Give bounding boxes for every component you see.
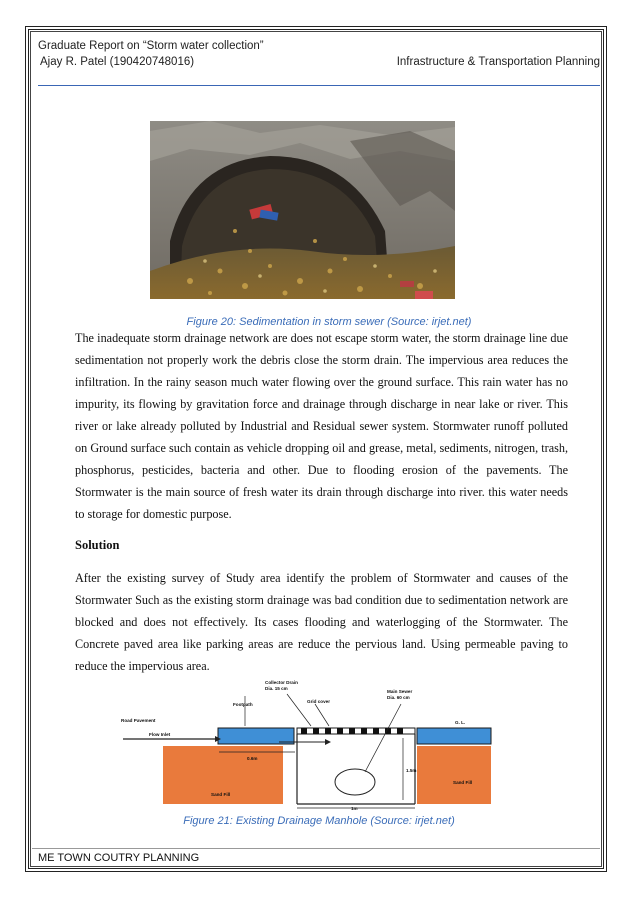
label-width: 0.6m [247,756,258,761]
drainage-manhole-diagram [115,676,495,811]
label-flow-inlet: Flow Inlet [149,732,171,737]
figure21-caption: Figure 21: Existing Drainage Manhole (Source: irjet.net) [183,815,455,827]
label-collector-dia: Dia. 15 cm [265,686,288,691]
main-sewer-pipe [335,769,375,795]
department-name: Infrastructure & Transportation Planning [396,56,600,68]
sedimentation-photo [150,121,455,299]
label-sand-fill-right: Sand Fill [453,780,473,785]
label-footpath: Footpath [233,702,253,707]
header-divider [38,85,600,86]
report-title: Graduate Report on “Storm water collection” [38,40,264,52]
page-header [38,38,600,70]
label-main-sewer-dia: Dia. 60 cm [387,695,410,700]
label-road-pavement: Road Pavement [121,718,156,723]
paragraph-problem: The inadequate storm drainage network are does not escape storm water, the storm drainage line due sedimentation not properly work the debris close the storm drain. The impervious area reduces the infiltration. In the rainy season much water flowing over the ground surface. This rain water has no impurity, its flowing by gravitation force and drainage through discharge in near lake or river. This river or lake already polluted by Industrial and Residual sewer system. Stormwater runoff polluted on Ground surface such contain as vehicle dropping oil and grease, metal, sediments, nitrogen, trash, phosphorus, pesticides, bacteria and other. Due to flooding erosion of the pavements. The Stormwater is the main source of fresh water its drain through discharge into river. this water needs to storage for domestic purpose. [75,331,568,521]
paragraph-solution: After the existing survey of Study area identify the problem of Stormwater and causes of the Stormwater Such as the existing storm drainage was bad condition due to sedimentation network are blocked and does not effectively. Its cases flooding and waterlogging of the Stormwater. The Concrete paved area like parking areas are reduce the pervious land. Using permeable paving to reduce the impervious area. [75,571,568,673]
solution-heading: Solution [75,538,120,552]
label-sand-fill-left: Sand Fill [211,792,231,797]
label-gl: G. L. [455,720,466,725]
label-main-sewer: Main Sewer [387,689,413,694]
footer-divider [32,848,600,849]
road-block-right [417,728,491,744]
label-grid-cover: Grid cover [307,699,330,704]
author-name: Ajay R. Patel (190420748016) [40,56,195,68]
label-depth: 1.5m [406,768,417,773]
page-footer: ME TOWN COUTRY PLANNING [38,852,200,864]
label-base: 1m [351,806,358,811]
sand-fill-right-block [417,746,491,804]
label-collector-drain: Collector Drain [265,680,298,685]
figure20-caption: Figure 20: Sedimentation in storm sewer (Source: irjet.net) [186,316,472,328]
